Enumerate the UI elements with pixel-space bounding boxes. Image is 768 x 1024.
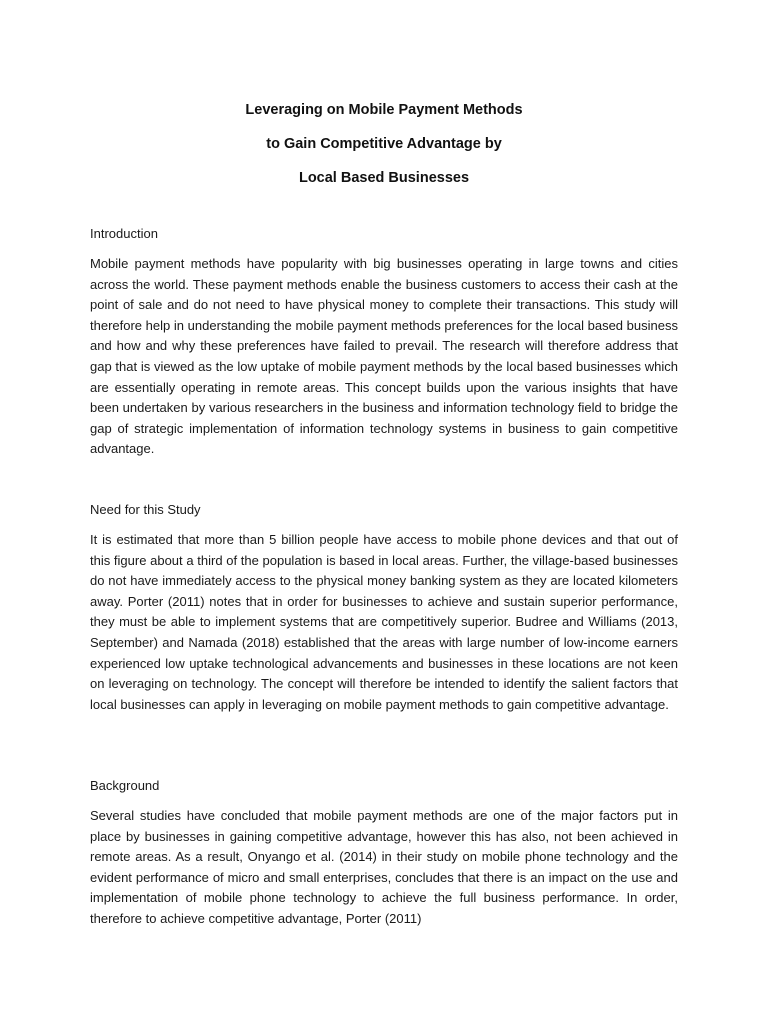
title-line-3: Local Based Businesses bbox=[298, 170, 470, 186]
section-paragraph: Several studies have concluded that mobile payment methods are one of the major factors put in place by businesses in gaining competitive advantage, however this has also, not been achieved in remote areas. As a result, Onyango et al. (2014) in their study on mobile phone technology and the evident performance of micro and small enterprises, concludes that there is an impact on the use and implementation of mobile phone technology to achieve the full business performance. In order, therefore to achieve competitive advantage, Porter (2011) bbox=[90, 808, 678, 926]
section-introduction bbox=[90, 226, 678, 460]
section-heading: Need for this Study bbox=[90, 502, 201, 517]
section-background bbox=[90, 778, 678, 930]
title-line-2: to Gain Competitive Advantage by bbox=[266, 136, 502, 152]
section-need-for-study bbox=[90, 502, 678, 715]
title-line-1: Leveraging on Mobile Payment Methods bbox=[245, 102, 523, 118]
section-heading: Introduction bbox=[90, 226, 158, 241]
section-heading: Background bbox=[90, 778, 160, 793]
section-paragraph: Mobile payment methods have popularity with big businesses operating in large towns and cities across the world. These payment methods enable the business customers to access their cash at the point of sale and do not need to have physical money to complete their transactions. This study will therefore help in understanding the mobile payment methods preferences for the local based business and how and why these preferences have failed to prevail. The research will therefore address that gap that is viewed as the low uptake of mobile payment methods by the local based businesses which are essentially operating in remote areas. This concept builds upon the various insights that have been undertaken by various researchers in the business and information technology field to bridge the gap of strategic implementation of information technology systems in business to gain competitive advantage. bbox=[90, 256, 678, 457]
document-title bbox=[90, 93, 678, 195]
section-paragraph: It is estimated that more than 5 billion people have access to mobile phone devices and that out of this figure about a third of the population is based in local areas. Further, the village-based businesses do not have immediately access to the physical money banking system as they are located kilometers away. Porter (2011) notes that in order for businesses to achieve and sustain superior performance, they must be able to implement systems that are competitively superior. Budree and Williams (2013, September) and Namada (2018) established that the areas with large number of low-income earners experienced low uptake technological advancements and businesses in these locations are not keen on leveraging on technology. The concept will therefore be intended to identify the salient factors that local businesses can apply in leveraging on mobile payment methods to gain competitive advantage. bbox=[90, 532, 678, 712]
